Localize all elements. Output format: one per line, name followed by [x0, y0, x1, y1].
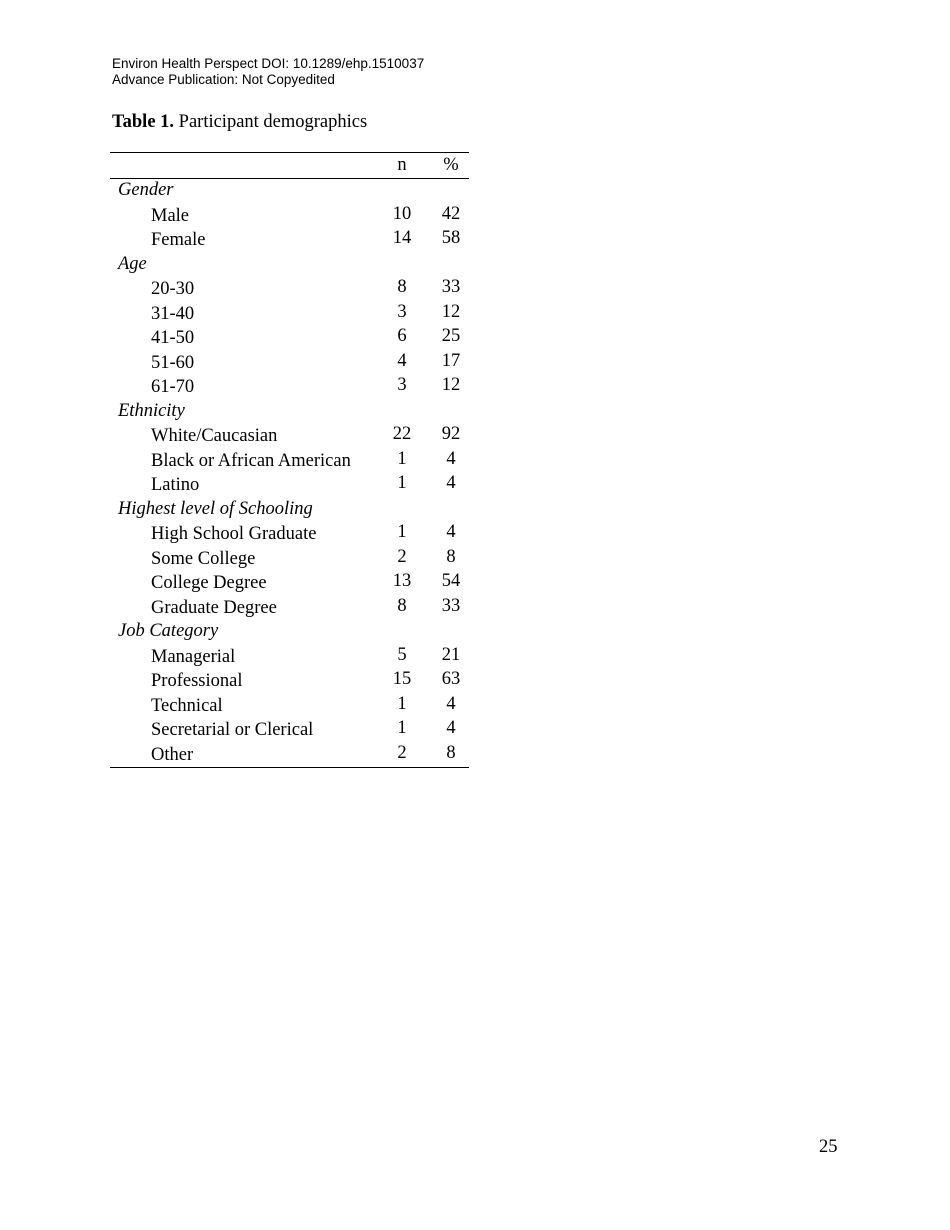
- table-row: [110, 571, 469, 596]
- row-label: Female: [151, 230, 206, 250]
- cell-n: 10: [392, 203, 412, 224]
- cell-percent: 8: [446, 742, 456, 763]
- table-caption-title: Participant demographics: [178, 112, 368, 132]
- cell-n: 4: [397, 350, 407, 371]
- cell-percent: 4: [446, 473, 456, 493]
- cell-n: 1: [397, 448, 407, 469]
- row-label: Other: [151, 744, 194, 765]
- cell-percent: 12: [441, 301, 461, 322]
- table-row: [110, 473, 469, 498]
- category-label: Age: [118, 253, 147, 274]
- table-row: [110, 449, 469, 474]
- category-label: Gender: [118, 180, 174, 200]
- cell-n: 6: [397, 326, 407, 346]
- cell-n: 13: [392, 571, 412, 591]
- cell-percent: 4: [446, 693, 456, 714]
- table-body: [110, 179, 469, 767]
- table-row: [110, 596, 469, 621]
- row-label: Graduate Degree: [151, 597, 277, 618]
- page-number: 25: [819, 1137, 838, 1157]
- cell-n: 3: [397, 375, 407, 395]
- cell-percent: 4: [446, 718, 456, 738]
- table-caption: [112, 112, 367, 133]
- table-category-row: [110, 179, 469, 204]
- cell-n: 1: [397, 693, 407, 714]
- row-label: White/Caucasian: [151, 426, 278, 446]
- row-label: 51-60: [151, 352, 195, 373]
- cell-percent: 4: [446, 522, 456, 542]
- demographics-table: [110, 152, 469, 768]
- cell-percent: 54: [441, 571, 461, 591]
- table-row: [110, 228, 469, 253]
- row-label: 31-40: [151, 303, 195, 324]
- cell-n: 5: [397, 644, 407, 665]
- table-row: [110, 277, 469, 302]
- row-label: 20-30: [151, 279, 195, 299]
- table-row: [110, 645, 469, 670]
- table-row: [110, 718, 469, 743]
- row-label: Latino: [151, 475, 200, 495]
- row-label: High School Graduate: [151, 524, 317, 544]
- cell-percent: 63: [441, 669, 461, 689]
- table-row: [110, 694, 469, 719]
- row-label: Black or African American: [151, 450, 351, 471]
- cell-n: 1: [397, 473, 407, 493]
- running-header: [112, 56, 424, 87]
- cell-percent: 17: [441, 350, 461, 371]
- cell-percent: 21: [441, 644, 461, 665]
- table-category-row: [110, 400, 469, 425]
- cell-n: 8: [397, 595, 407, 616]
- table-caption-label: Table 1.: [112, 112, 175, 132]
- cell-percent: 42: [441, 203, 461, 224]
- column-header-percent: %: [443, 155, 459, 175]
- table-row: [110, 351, 469, 376]
- category-label: Ethnicity: [118, 400, 185, 421]
- cell-percent: 33: [441, 277, 461, 297]
- table-row: [110, 326, 469, 351]
- header-doi: Environ Health Perspect DOI: 10.1289/ehp.1510037: [112, 56, 425, 71]
- cell-percent: 92: [441, 424, 461, 444]
- cell-percent: 8: [446, 546, 456, 567]
- table-row: [110, 424, 469, 449]
- row-label: Some College: [151, 548, 256, 569]
- table-category-row: [110, 620, 469, 645]
- table-row: [110, 204, 469, 229]
- row-label: Male: [151, 205, 190, 226]
- table-row: [110, 743, 469, 768]
- cell-n: 22: [392, 424, 412, 444]
- cell-n: 8: [397, 277, 407, 297]
- column-header-n: n: [397, 155, 407, 175]
- cell-n: 1: [397, 522, 407, 542]
- row-label: Technical: [151, 695, 223, 716]
- table-row: [110, 669, 469, 694]
- cell-percent: 33: [441, 595, 461, 616]
- row-label: 41-50: [151, 328, 195, 348]
- table-header-row: [110, 153, 469, 179]
- header-publication-status: Advance Publication: Not Copyedited: [112, 71, 335, 87]
- category-label: Highest level of Schooling: [118, 498, 313, 519]
- cell-n: 15: [392, 669, 412, 689]
- cell-n: 1: [397, 718, 407, 738]
- cell-n: 3: [397, 301, 407, 322]
- row-label: Professional: [151, 671, 243, 691]
- category-label: Job Category: [118, 621, 219, 641]
- row-label: 61-70: [151, 377, 195, 397]
- row-label: College Degree: [151, 573, 267, 593]
- cell-n: 2: [397, 742, 407, 763]
- cell-n: 2: [397, 546, 407, 567]
- table-row: [110, 547, 469, 572]
- table-category-row: [110, 498, 469, 523]
- cell-n: 14: [392, 228, 412, 248]
- table-row: [110, 302, 469, 327]
- row-label: Managerial: [151, 646, 236, 667]
- cell-percent: 4: [446, 448, 456, 469]
- table-row: [110, 522, 469, 547]
- row-label: Secretarial or Clerical: [151, 720, 314, 740]
- table-row: [110, 375, 469, 400]
- cell-percent: 25: [441, 326, 461, 346]
- cell-percent: 12: [441, 375, 461, 395]
- table-category-row: [110, 253, 469, 278]
- cell-percent: 58: [441, 228, 461, 248]
